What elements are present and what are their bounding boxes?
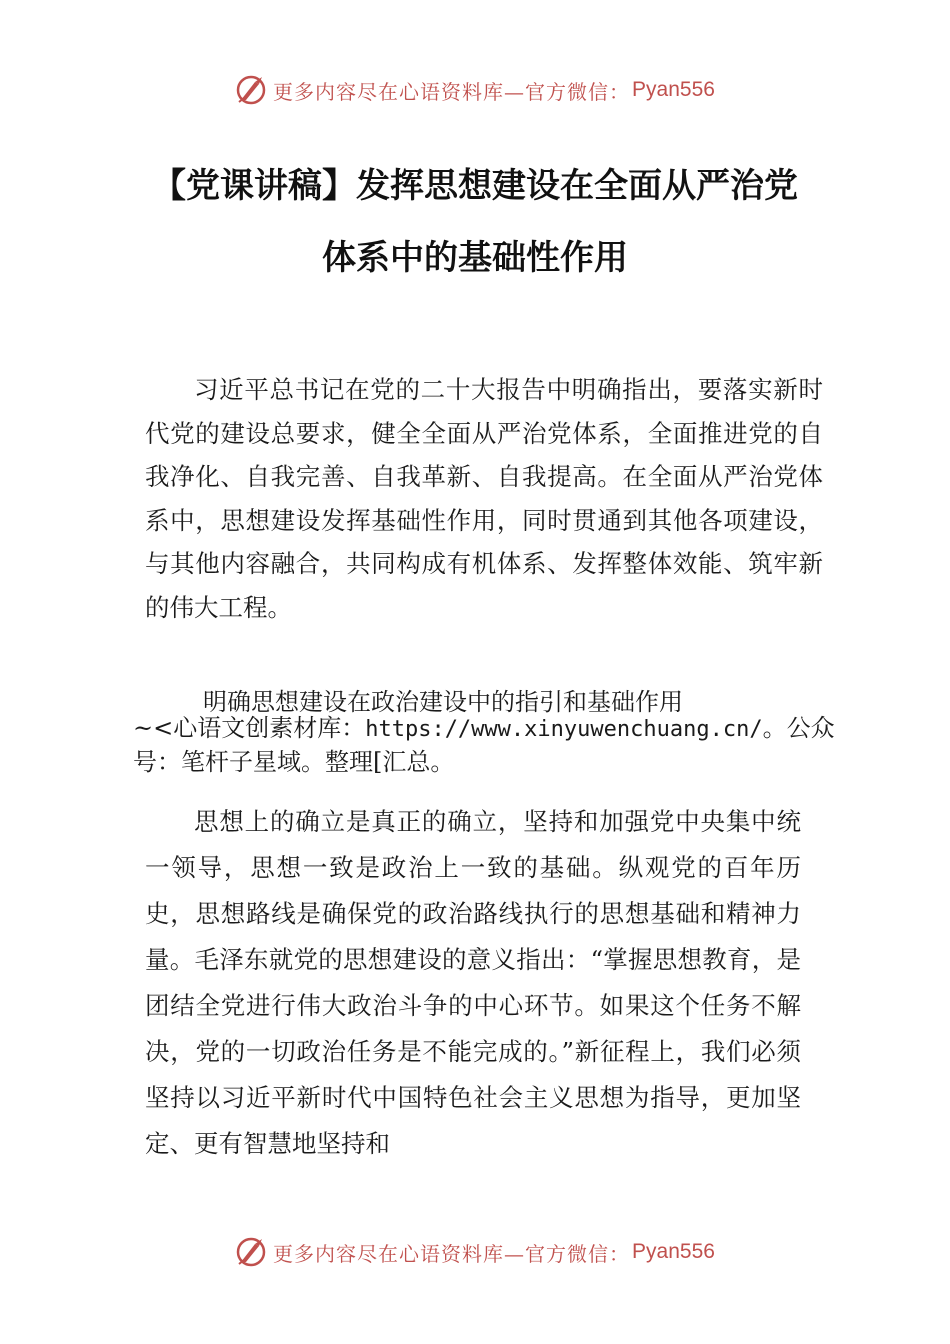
doc-title-line2: 体系中的基础性作用 xyxy=(322,238,628,278)
source-notice-suffix: 。公众号：笔杆子星域。整理[汇总。 xyxy=(133,714,835,776)
banner-text: 更多内容尽在心语资料库—官方微信： xyxy=(273,1241,631,1266)
banner-text: 更多内容尽在心语资料库—官方微信： xyxy=(273,79,631,104)
section-subheading: 明确思想建设在政治建设中的指引和基础作用 xyxy=(203,688,683,716)
header-banner xyxy=(0,70,950,110)
source-url[interactable]: https://www.xinyuwenchuang.cn/ xyxy=(365,717,763,742)
footer-banner xyxy=(0,1232,950,1272)
quill-pen-logo-icon xyxy=(235,74,267,106)
paragraph-2: 思想上的确立是真正的确立，坚持和加强党中央集中统一领导，思想一致是政治上一致的基础。纵观党的百年历史，思想路线是确保党的政治路线执行的思想基础和精神力量。毛泽东就党的思想建设的意义指出：“掌握思想教育，是团结全党进行伟大政治斗争的中心环节。如果这个任务不解决，党的一切政治任务是不能完成的。”新征程上，我们必须坚持以习近平新时代中国特色社会主义思想为指导，更加坚定、更有智慧地坚持和 xyxy=(145,807,801,1158)
doc-title-line1: 【党课讲稿】发挥思想建设在全面从严治党 xyxy=(152,166,798,206)
quill-pen-logo-icon xyxy=(235,1236,267,1268)
paragraph-1: 习近平总书记在党的二十大报告中明确指出，要落实新时代党的建设总要求，健全全面从严治党体系，全面推进党的自我净化、自我完善、自我革新、自我提高。在全面从严治党体系中，思想建设发挥基础性作用，同时贯通到其他各项建设，与其他内容融合，共同构成有机体系、发挥整体效能、筑牢新的伟大工程。 xyxy=(145,375,823,622)
wechat-id: Pyan556 xyxy=(632,1240,715,1263)
source-notice-prefix: ~<心语文创素材库： xyxy=(133,714,366,742)
source-notice xyxy=(133,712,853,779)
wechat-id: Pyan556 xyxy=(632,78,715,101)
